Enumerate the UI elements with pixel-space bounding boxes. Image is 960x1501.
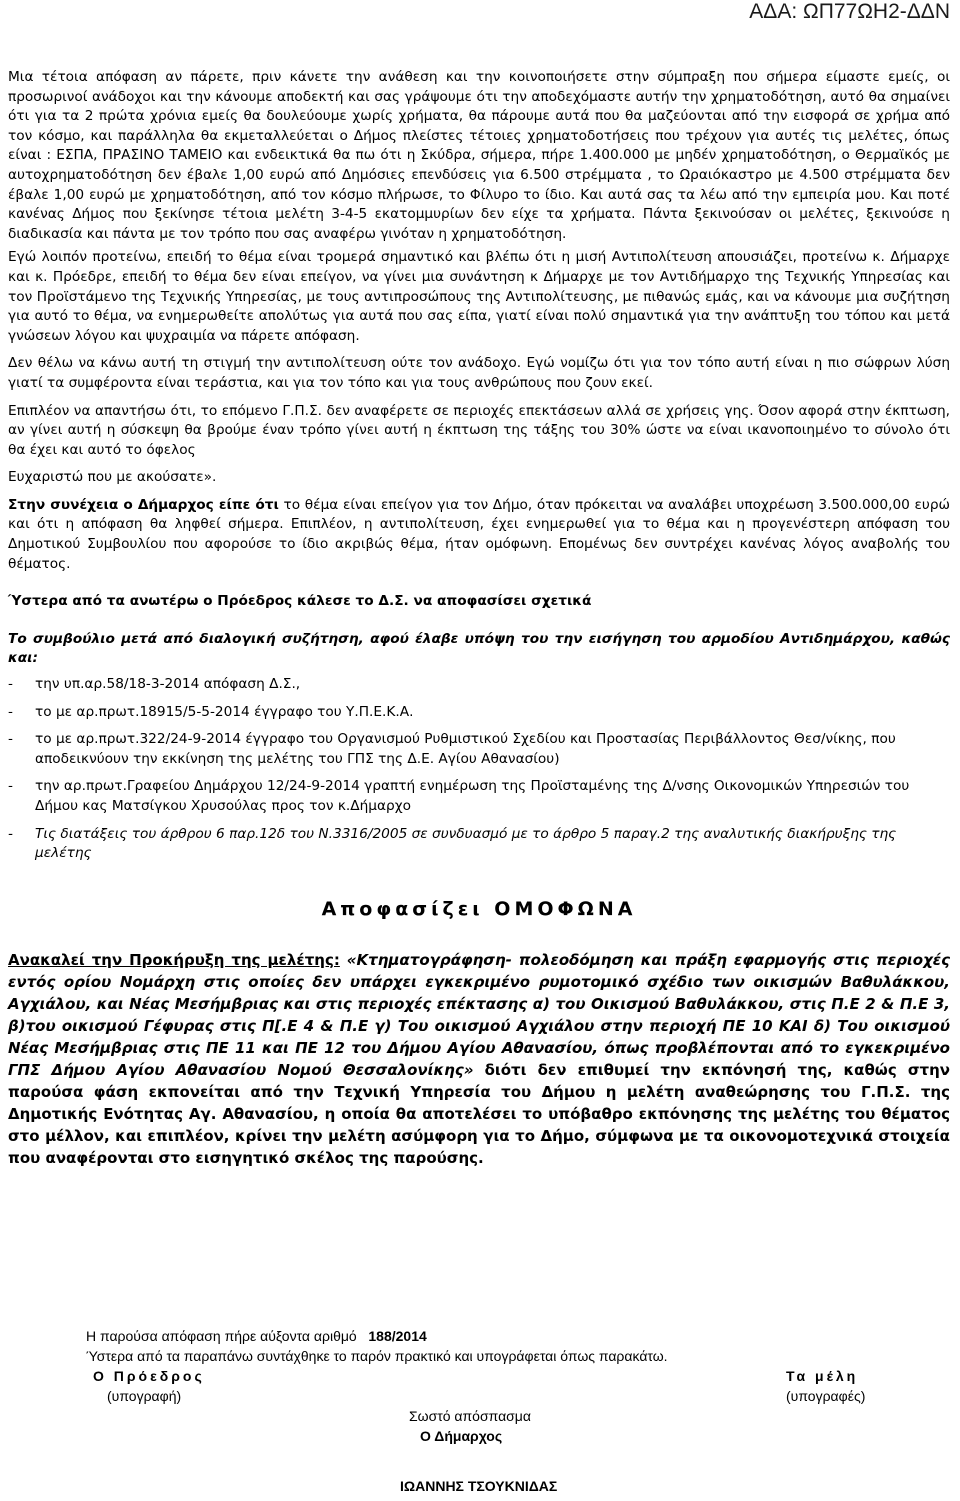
dash-marker: - (8, 825, 13, 842)
project-title: «Κτηματογράφηση- πολεοδόμηση και πράξη εφαρμογής στις περιοχές εντός ορίου Νομάρχη στις οποίες δεν υπάρχει εγκεκριμένο ρυμοτομικό σχέδιο των οικισμών Βαθυλάκκου, Αγχιάλου, και Νέας Μεσήμβριας και στις περιοχές επέκτασης α) του Οικισμού Βαθυλάκκου, στις Π.Ε 2 & Π.Ε 3, β)του οικισμού Γέφυρας στις Π[.Ε 4 & Π.Ε γ) Του οικισμού Αγχιάλου στην περιοχή ΠΕ 10 ΚΑΙ δ) Του οικισμού Νέας Μεσήμβριας στις ΠΕ 11 και ΠΕ 12 του Δήμου Αγίου Αθανασίου, όπως προβλέπονται από το εγκεκριμένο ΓΠΣ Δήμου Αγίου Αθανασίου Νομού Θεσσαλονίκης» (8, 951, 950, 1080)
president-label: Ο Πρόεδρος (93, 1368, 205, 1384)
dash-marker: - (8, 676, 13, 693)
mayor-name: ΙΩΑΝΝΗΣ ΤΣΟΥΚΝΙΔΑΣ (400, 1478, 558, 1494)
members-signatures: (υπογραφές) (786, 1388, 866, 1404)
decision-number: 188/2014 (368, 1328, 427, 1344)
dash-marker: - (8, 731, 13, 748)
mayor-response-text: το θέμα είναι επείγον για τον Δήμο, όταν πρόκειται να αναλάβει υποχρέωση 3.500.000,00 ευρώ και ότι η απόφαση θα ληφθεί σήμερα. Επιπλέον, η αντιπολίτευση, έχει ενημερωθεί για το θέμα και η προγενέστερη απόφαση του Δημοτικού Συμβουλίου που αφορούσε το ίδιο ακριβώς θέμα, ήταν ομόφωνη. Επομένως δεν συντρέχει κανένας λόγος αναβολής του θέματος. (8, 496, 950, 572)
considerations-list (8, 675, 950, 864)
list-item: - την υπ.αρ.58/18-3-2014 απόφαση Δ.Σ., (8, 675, 950, 695)
revocation-reason: διότι δεν επιθυμεί την εκπόνησή της, καθώς στην παρούσα φάση εκπονείται από την Τεχνική Υπηρεσία του Δήμου η μελέτη αναθεώρησης του Γ.Π.Σ. της Δημοτικής Ενότητας Αγ. Αθανασίου, η οποία θα αποτελέσει το υπόβαθρο εκπόνησης της μελέτης του θέματος στο μέλλον, και επιπλέον, κρίνει την μελέτη ασύμφορη για το Δήμο, σύμφωνα με τα οικονομοτεχνικά στοιχεία που αναφέρονται στο εισηγητικό σκέλος της παρούσης. (8, 1061, 950, 1168)
list-item: - το με αρ.πρωτ.322/24-9-2014 έγγραφο του Οργανισμού Ρυθμιστικού Σχεδίου και Προστασίας Περιβάλλοντος Θεσ/νίκης, που αποδεικνύουν την εκκίνηση της μελέτης του ΓΠΣ της Δ.Ε. Αγίου Αθανασίου) (8, 731, 896, 767)
decision-title: Αποφασίζει ΟΜΟΦΩΝΑ (321, 897, 637, 920)
true-copy-label: Σωστό απόσπασμα (409, 1408, 531, 1424)
drafted-line: Ύστερα από τα παραπάνω συντάχθηκε το παρόν πρακτικό και υπογράφεται όπως παρακάτω. (86, 1348, 668, 1364)
dash-marker: - (8, 703, 13, 720)
paragraph-opposition: Δεν θέλω να κάνω αυτή τη στιγμή την αντιπολίτευση ούτε τον ανάδοχο. Εγώ νομίζω ότι για τον τόπο αυτή είναι η πιο σώφρων λύση γιατί τα συμφέροντα είναι τεράστια, και για τον τόπο και για τους ανθρώπους που ζουν εκεί. (8, 355, 950, 391)
paragraph-proposal: Εγώ λοιπόν προτείνω, επειδή το θέμα είναι τρομερά σημαντικό και βλέπω ότι η μισή Αντιπολίτευση απουσιάζει, προτείνω κ. Δήμαρχε και κ. Πρόεδρε, επειδή το θέμα δεν είναι επείγον, να γίνει μια συνάντηση κ Δήμαρχε με τον Αντιδήμαρχο της Τεχνικής Υπηρεσίας και τον Προϊστάμενο της Τεχνικής Υπηρεσίας, με τους αντιπροσώπους της Αντιπολίτευσης, με πιθανώς εμάς, και να κάνουμε μια συζήτηση για αυτό το θέμα, να ενημερωθείτε απολύτως για αυτά που σας είπα, γιατί είναι πολύ σημαντικά για την ανάπτυξη του τόπου και μετά γνώσεων λόγου και ψυχραιμία να πάρετε απόφαση. (8, 249, 950, 344)
section-heading: Ύστερα από τα ανωτέρω ο Πρόεδρος κάλεσε το Δ.Σ. να αποφασίσει σχετικά (8, 593, 592, 610)
ada-code: ΑΔΑ: ΩΠ77ΩΗ2-ΔΔΝ (749, 0, 950, 23)
dash-marker: - (8, 778, 13, 795)
paragraph-gps: Επιπλέον να απαντήσω ότι, το επόμενο Γ.Π.Σ. δεν αναφέρετε σε περιοχές επεκτάσεων αλλά σε χρήσεις γης. Όσον αφορά στην έκπτωση, αν γίνει αυτή η σύσκεψη θα βρούμε έναν τρόπο γίνει αυτή η έκπτωση της τάξης του 30% ώστε να είναι ικανοποιημένο το σύνολο ότι θα έχει και αυτό το όφελος (8, 402, 950, 458)
mayor-said: Στην συνέχεια ο Δήμαρχος είπε ότι (8, 496, 279, 513)
paragraph-thanks: Ευχαριστώ που με ακούσατε». (8, 469, 217, 486)
paragraph-funding: Μια τέτοια απόφαση αν πάρετε, πριν κάνετε την ανάθεση και την κοινοποιήσετε στην σύμπραξη που σήμερα είμαστε εμείς, οι προσωρινοί ανάδοχοι και την κάνουμε αποδεκτή και σας γράψουμε ότι την αποδεχόμαστε αυτήν την χρηματοδότηση, αυτό θα σημαίνει ότι για τα 2 πρώτα χρόνια εμείς θα δουλεύουμε χωρίς χρήματα, θα πάρουμε αυτά που θα μαζεύονται από την εισφορά σε χρήμα από τον κόσμο, και παράλληλα θα εκμεταλλεύεται ο Δήμος πλείστες τέτοιες χρηματοδοτήσεις που τρέχουν για αυτές τις μελέτες, όπως είναι : ΕΣΠΑ, ΠΡΑΣΙΝΟ ΤΑΜΕΙΟ και ενδεικτικά θα πω ότι η Σκύδρα, σήμερα, πήρε 1.400.000 με μηδέν χρηματοδότηση, ο Θερμαϊκός με αυτοχρηματοδότηση δεν έβαλε 1,00 ευρώ από Δημόσιες επενδύσεις για 6.500 στρέμματα , το Ωραιόκαστρο με 4.500 στρέμματα δεν έβαλε 1,00 ευρώ με χρηματοδότηση, από τον κόσμο πλήρωσε, το Φίλυρο το ίδιο. Και αυτά σας τα λέω από την εμπειρία μου. Και ποτέ κανένας Δήμος που ξεκίνησε τέτοια μελέτη 3-4-5 εκατομμυρίων δεν είχε τα χρήματα. Πάντα ξεκινούσαν οι μελέτες, ξεκινούσε η διαδικασία και πάντα με τον τρόπο που σας αναφέρω γινόταν η χρηματοδότηση. (8, 69, 950, 242)
list-item: - το με αρ.πρωτ.18915/5-5-2014 έγγραφο του Υ.Π.Ε.Κ.Α. (8, 703, 950, 723)
council-intro: Το συμβούλιο μετά από διαλογική συζήτηση, αφού έλαβε υπόψη του την εισήγηση του αρμοδίου Αντιδημάρχου, καθώς και: (8, 630, 950, 667)
decision-number-line: Η παρούσα απόφαση πήρε αύξοντα αριθμό 188/2014 (86, 1328, 427, 1344)
president-signature: (υπογραφή) (107, 1388, 182, 1404)
revocation-label: Ανακαλεί την Προκήρυξη της μελέτης: (8, 951, 340, 970)
members-label: Τα μέλη (786, 1368, 859, 1384)
mayor-label: Ο Δήμαρχος (420, 1428, 503, 1444)
revocation-paragraph (8, 949, 950, 1169)
list-item: - την αρ.πρωτ.Γραφείου Δημάρχου 12/24-9-2014 γραπτή ενημέρωση της Προϊσταμένης της Δ/νσης Οικονομικών Υπηρεσιών του Δήμου κας Ματσίγκου Χρυσούλας προς τον κ.Δήμαρχο (8, 778, 910, 814)
document-body (8, 68, 950, 1169)
paragraph-mayor-response (8, 496, 950, 574)
list-item: - Τις διατάξεις του άρθρου 6 παρ.12δ του Ν.3316/2005 σε συνδυασμό με το άρθρο 5 παραγ.2 της αναλυτικής διακήρυξης της μελέτης (8, 825, 897, 862)
